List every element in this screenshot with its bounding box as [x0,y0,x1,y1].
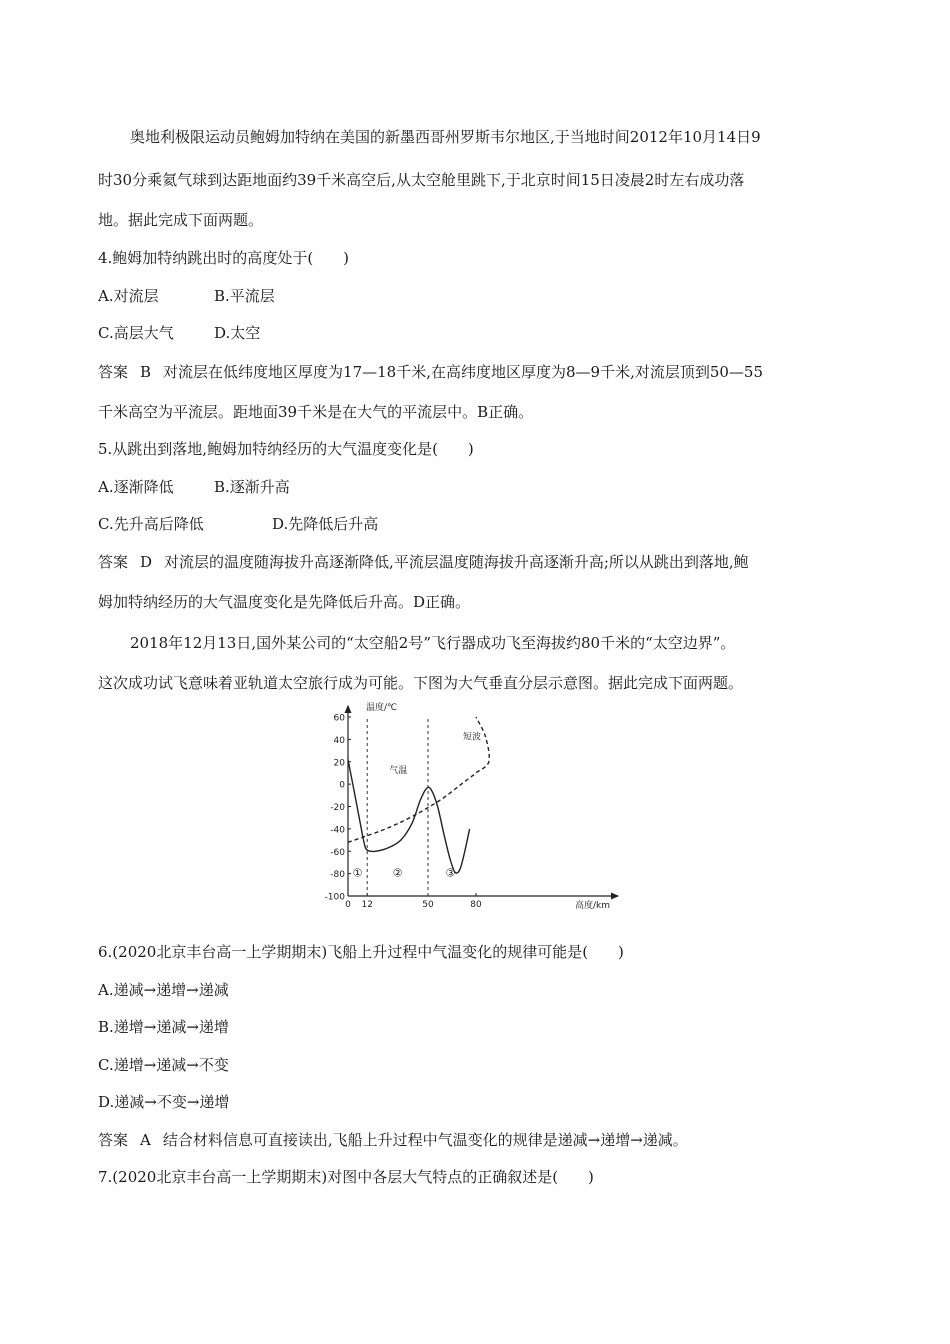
q4-option-a: A.对流层 [98,287,159,305]
passage1-line1: 奥地利极限运动员鲍姆加特纳在美国的新墨西哥州罗斯韦尔地区,于当地时间2012年10月14日9 [130,128,761,146]
q5-option-c: C.先升高后降低 [98,515,204,533]
answer-letter: A [140,1131,151,1149]
passage1-line2: 时30分乘氦气球到达距地面约39千米高空后,从太空舱里跳下,于北京时间15日凌晨2时左右成功落 [98,171,745,189]
q5-answer [98,552,749,572]
q4-answer-line2: 千米高空为平流层。距地面39千米是在大气的平流层中。B正确。 [98,403,534,421]
q5-answer-line2: 姆加特纳经历的大气温度变化是先降低后升高。D正确。 [98,593,471,611]
y-tick-label: -20 [330,803,345,813]
y-tick-label: -100 [324,892,345,903]
q6-stem: 6.(2020北京丰台高一上学期期末)飞船上升过程中气温变化的规律可能是( ) [98,943,624,961]
q5-stem: 5.从跳出到落地,鲍姆加特纳经历的大气温度变化是( ) [98,440,474,458]
answer-explanation: 对流层在低纬度地区厚度为17—18千米,在高纬度地区厚度为8—9千米,对流层顶到50—55 [163,363,764,381]
q6-option-c: C.递增→递减→不变 [98,1056,229,1074]
y-tick-label: 60 [333,713,345,724]
atmosphere-layer-chart [318,700,638,912]
q4-option-b: B.平流层 [214,287,275,305]
answer-explanation: 对流层的温度随海拔升高逐渐降低,平流层温度随海拔升高逐渐升高;所以从跳出到落地,鲍 [164,553,749,571]
q4-stem: 4.鲍姆加特纳跳出时的高度处于( ) [98,249,350,267]
y-tick-label: 20 [333,758,345,769]
passage2-line1: 2018年12月13日,国外某公司的“太空船2号”飞行器成功飞至海拔约80千米的“太空边界”。 [130,634,736,652]
temperature-curve-label: 气温 [389,765,408,776]
answer-letter: D [140,553,153,571]
q4-answer [98,362,763,382]
answer-label: 答案 [98,553,129,571]
x-tick-label: 0 [345,900,351,910]
q5-option-d: D.先降低后升高 [272,515,379,533]
q5-option-a: A.逐渐降低 [98,478,174,496]
temperature-curve [348,760,470,874]
q7-stem: 7.(2020北京丰台高一上学期期末)对图中各层大气特点的正确叙述是( ) [98,1168,594,1186]
layer-label: ① [352,866,363,880]
y-axis-label: 温度/℃ [366,703,398,713]
y-tick-label: -80 [330,870,345,881]
q4-option-d: D.太空 [214,324,261,342]
q4-option-c: C.高层大气 [98,324,174,342]
answer-letter: B [140,363,152,381]
q5-option-b: B.逐渐升高 [214,478,290,496]
y-tick-label: -40 [330,825,345,836]
x-axis-label: 高度/km [574,901,610,911]
x-tick-label: 80 [470,900,482,910]
layer-label: ② [392,866,403,880]
y-tick-label: -60 [330,847,345,858]
shortwave-curve-label: 短波 [462,732,482,743]
x-tick-label: 12 [361,900,373,910]
passage2-line2: 这次成功试飞意味着亚轨道太空旅行成为可能。下图为大气垂直分层示意图。据此完成下面两题。 [98,674,744,692]
q6-answer [98,1130,688,1150]
layer-label: ③ [445,866,456,880]
answer-label: 答案 [98,1131,129,1149]
answer-label: 答案 [98,363,129,381]
passage1-line3: 地。据此完成下面两题。 [98,211,264,229]
q6-option-a: A.递减→递增→递减 [98,981,229,999]
x-tick-label: 50 [422,900,434,910]
y-tick-label: 0 [339,780,345,791]
q6-option-b: B.递增→递减→递增 [98,1018,229,1036]
y-tick-label: 40 [333,735,345,746]
q6-option-d: D.递减→不变→递增 [98,1093,230,1111]
answer-explanation: 结合材料信息可直接读出,飞船上升过程中气温变化的规律是递减→递增→递减。 [162,1131,688,1149]
